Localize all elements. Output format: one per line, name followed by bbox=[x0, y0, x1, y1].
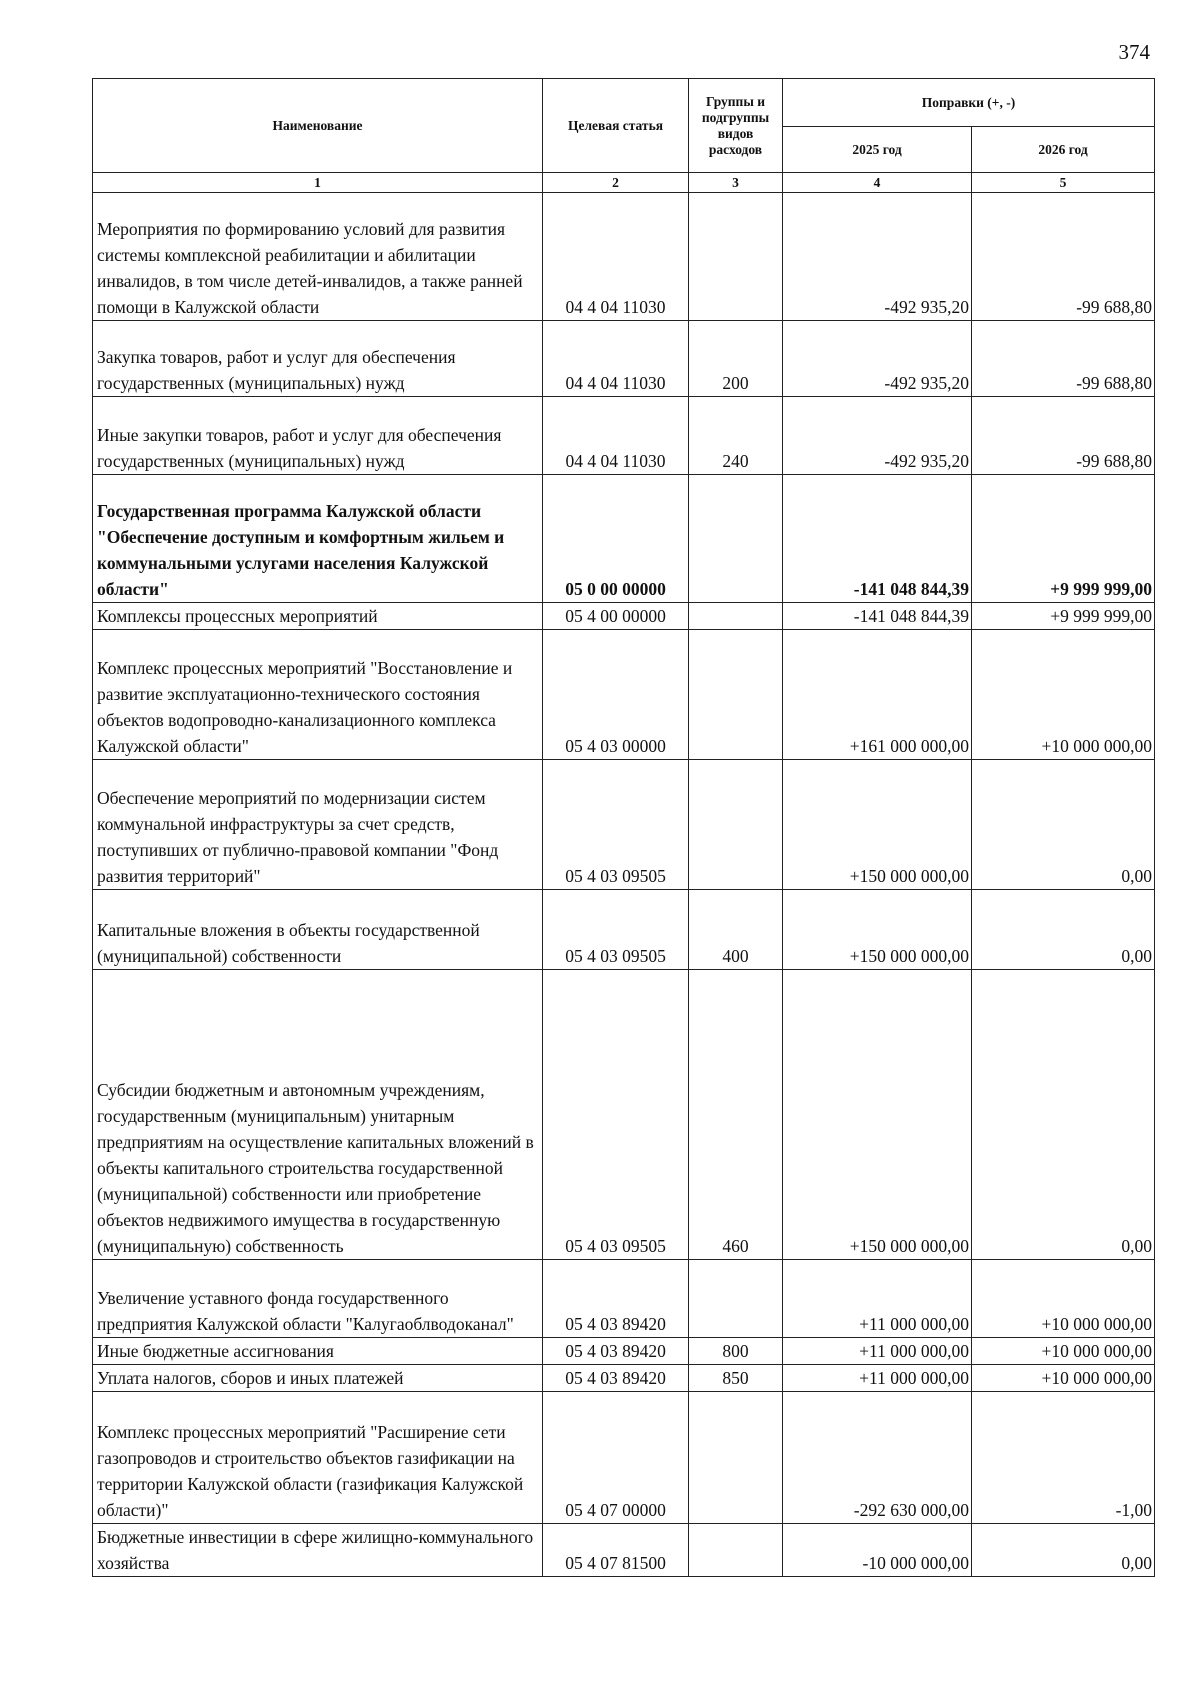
row-target-article-cell: 05 4 03 09505 bbox=[543, 890, 689, 970]
row-amount-2025-cell: -10 000 000,00 bbox=[783, 1524, 972, 1577]
table-row bbox=[93, 1338, 1155, 1365]
row-amount-2026-cell: -99 688,80 bbox=[972, 321, 1155, 397]
table-row bbox=[93, 630, 1155, 760]
row-target-article-cell: 04 4 04 11030 bbox=[543, 397, 689, 475]
row-expense-group-cell: 200 bbox=[689, 321, 783, 397]
table-row bbox=[93, 603, 1155, 630]
row-name-cell: Иные бюджетные ассигнования bbox=[93, 1338, 543, 1365]
row-name-cell: Увеличение уставного фонда государственного предприятия Калужской области "Калугаоблводоканал" bbox=[93, 1260, 543, 1338]
table-row bbox=[93, 890, 1155, 970]
row-amount-2025-cell: +11 000 000,00 bbox=[783, 1338, 972, 1365]
row-expense-group-cell bbox=[689, 760, 783, 890]
row-amount-2026-cell: 0,00 bbox=[972, 760, 1155, 890]
row-name-cell: Государственная программа Калужской области "Обеспечение доступным и комфортным жильем и коммунальными услугами населения Калужской области" bbox=[93, 475, 543, 603]
page-number: 374 bbox=[1118, 40, 1150, 64]
row-name-cell: Обеспечение мероприятий по модернизации систем коммунальной инфраструктуры за счет средств, поступивших от публично-правовой компании "Фонд развития территорий" bbox=[93, 760, 543, 890]
row-target-article-cell: 05 4 07 00000 bbox=[543, 1392, 689, 1524]
table-row bbox=[93, 1392, 1155, 1524]
table-row bbox=[93, 1365, 1155, 1392]
table-row bbox=[93, 397, 1155, 475]
row-name-cell: Субсидии бюджетным и автономным учреждениям, государственным (муниципальным) унитарным предприятиям на осуществление капитальных вложений в объекты капитального строительства государственной (муниципальной) собственности или приобретение объектов недвижимого имущества в государственную (муниципальную) собственность bbox=[93, 970, 543, 1260]
table-header bbox=[93, 79, 1155, 193]
table-row bbox=[93, 475, 1155, 603]
row-amount-2026-cell: +10 000 000,00 bbox=[972, 1260, 1155, 1338]
budget-amendments-table bbox=[92, 78, 1155, 1577]
column-number: 5 bbox=[972, 173, 1155, 193]
row-amount-2026-cell: 0,00 bbox=[972, 890, 1155, 970]
header-year-2026: 2026 год bbox=[972, 127, 1155, 173]
row-name-cell: Капитальные вложения в объекты государственной (муниципальной) собственности bbox=[93, 890, 543, 970]
row-amount-2026-cell: -1,00 bbox=[972, 1392, 1155, 1524]
row-name-cell: Уплата налогов, сборов и иных платежей bbox=[93, 1365, 543, 1392]
row-amount-2025-cell: +161 000 000,00 bbox=[783, 630, 972, 760]
row-target-article-cell: 05 4 03 89420 bbox=[543, 1260, 689, 1338]
row-name-cell: Комплекс процессных мероприятий "Восстановление и развитие эксплуатационно-технического состояния объектов водопроводно-канализационного комплекса Калужской области" bbox=[93, 630, 543, 760]
row-amount-2025-cell: -492 935,20 bbox=[783, 193, 972, 321]
row-amount-2025-cell: -292 630 000,00 bbox=[783, 1392, 972, 1524]
column-number: 4 bbox=[783, 173, 972, 193]
row-amount-2026-cell: 0,00 bbox=[972, 1524, 1155, 1577]
row-target-article-cell: 05 4 00 00000 bbox=[543, 603, 689, 630]
row-amount-2026-cell: +9 999 999,00 bbox=[972, 475, 1155, 603]
row-amount-2026-cell: -99 688,80 bbox=[972, 193, 1155, 321]
row-amount-2026-cell: -99 688,80 bbox=[972, 397, 1155, 475]
row-expense-group-cell bbox=[689, 1392, 783, 1524]
row-amount-2026-cell: +9 999 999,00 bbox=[972, 603, 1155, 630]
row-amount-2025-cell: -492 935,20 bbox=[783, 321, 972, 397]
row-amount-2025-cell: +150 000 000,00 bbox=[783, 890, 972, 970]
row-expense-group-cell bbox=[689, 1524, 783, 1577]
table-row bbox=[93, 760, 1155, 890]
row-amount-2025-cell: +150 000 000,00 bbox=[783, 760, 972, 890]
header-expense-groups: Группы и подгруппы видов расходов bbox=[689, 79, 783, 173]
row-name-cell: Комплексы процессных мероприятий bbox=[93, 603, 543, 630]
header-target-article: Целевая статья bbox=[543, 79, 689, 173]
row-expense-group-cell: 240 bbox=[689, 397, 783, 475]
row-expense-group-cell bbox=[689, 1260, 783, 1338]
header-amendments: Поправки (+, -) bbox=[783, 79, 1155, 127]
row-expense-group-cell: 460 bbox=[689, 970, 783, 1260]
row-target-article-cell: 05 4 03 89420 bbox=[543, 1365, 689, 1392]
row-amount-2026-cell: 0,00 bbox=[972, 970, 1155, 1260]
row-target-article-cell: 05 4 03 89420 bbox=[543, 1338, 689, 1365]
row-expense-group-cell bbox=[689, 630, 783, 760]
table-row bbox=[93, 193, 1155, 321]
column-number: 3 bbox=[689, 173, 783, 193]
row-name-cell: Комплекс процессных мероприятий "Расширение сети газопроводов и строительство объектов газификации на территории Калужской области (газификация Калужской области)" bbox=[93, 1392, 543, 1524]
row-target-article-cell: 05 4 03 09505 bbox=[543, 970, 689, 1260]
row-amount-2025-cell: -141 048 844,39 bbox=[783, 475, 972, 603]
row-name-cell: Бюджетные инвестиции в сфере жилищно-коммунального хозяйства bbox=[93, 1524, 543, 1577]
table-body bbox=[93, 193, 1155, 1577]
table-row bbox=[93, 321, 1155, 397]
row-amount-2026-cell: +10 000 000,00 bbox=[972, 1338, 1155, 1365]
row-target-article-cell: 05 0 00 00000 bbox=[543, 475, 689, 603]
table-row bbox=[93, 970, 1155, 1260]
table-row bbox=[93, 1260, 1155, 1338]
row-target-article-cell: 04 4 04 11030 bbox=[543, 193, 689, 321]
row-target-article-cell: 05 4 03 00000 bbox=[543, 630, 689, 760]
row-expense-group-cell: 850 bbox=[689, 1365, 783, 1392]
row-name-cell: Мероприятия по формированию условий для развития системы комплексной реабилитации и абилитации инвалидов, в том числе детей-инвалидов, а также ранней помощи в Калужской области bbox=[93, 193, 543, 321]
row-expense-group-cell: 400 bbox=[689, 890, 783, 970]
column-number: 2 bbox=[543, 173, 689, 193]
column-number-row bbox=[93, 173, 1155, 193]
row-target-article-cell: 04 4 04 11030 bbox=[543, 321, 689, 397]
header-year-2025: 2025 год bbox=[783, 127, 972, 173]
header-name: Наименование bbox=[93, 79, 543, 173]
row-amount-2025-cell: +150 000 000,00 bbox=[783, 970, 972, 1260]
row-amount-2026-cell: +10 000 000,00 bbox=[972, 1365, 1155, 1392]
row-amount-2025-cell: -141 048 844,39 bbox=[783, 603, 972, 630]
row-target-article-cell: 05 4 03 09505 bbox=[543, 760, 689, 890]
table-row bbox=[93, 1524, 1155, 1577]
row-expense-group-cell: 800 bbox=[689, 1338, 783, 1365]
row-expense-group-cell bbox=[689, 193, 783, 321]
row-target-article-cell: 05 4 07 81500 bbox=[543, 1524, 689, 1577]
row-amount-2025-cell: -492 935,20 bbox=[783, 397, 972, 475]
row-expense-group-cell bbox=[689, 475, 783, 603]
row-amount-2025-cell: +11 000 000,00 bbox=[783, 1260, 972, 1338]
column-number: 1 bbox=[93, 173, 543, 193]
row-expense-group-cell bbox=[689, 603, 783, 630]
row-amount-2025-cell: +11 000 000,00 bbox=[783, 1365, 972, 1392]
row-name-cell: Закупка товаров, работ и услуг для обеспечения государственных (муниципальных) нужд bbox=[93, 321, 543, 397]
row-name-cell: Иные закупки товаров, работ и услуг для обеспечения государственных (муниципальных) нужд bbox=[93, 397, 543, 475]
row-amount-2026-cell: +10 000 000,00 bbox=[972, 630, 1155, 760]
